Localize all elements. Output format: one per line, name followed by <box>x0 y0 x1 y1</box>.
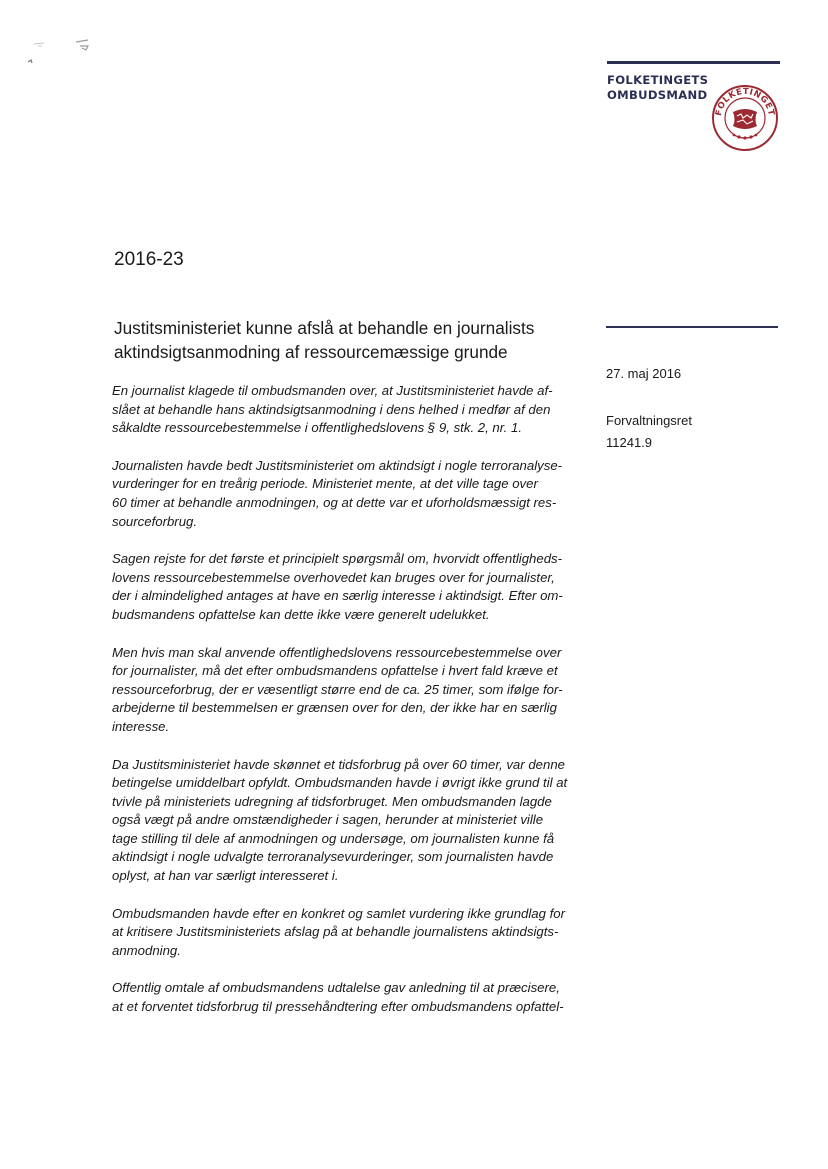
document-metadata <box>606 410 692 454</box>
paragraph-line: Da Justitsministeriet havde skønnet et tidsforbrug på over 60 timer, var denne <box>112 756 565 772</box>
ombudsman-seal-icon <box>711 84 779 152</box>
paragraph-line: Offentlig omtale af ombudsmandens udtalelse gav anledning til at præcisere, <box>112 980 560 996</box>
paragraph-line: tvivle på ministeriets udregning af tidsforbruget. Men ombudsmanden lagde <box>112 793 552 809</box>
sidebar-rule <box>606 326 778 328</box>
headline-line-1: Justitsministeriet kunne afslå at behandle en journalists <box>114 318 535 338</box>
org-name-line-2: OMBUDSMAND <box>607 88 708 102</box>
paragraph-line: lovens ressourcebestemmelse overhovedet kan bruges over for journalister, <box>112 569 555 585</box>
paragraph-line: budsmandens opfattelse kan dette ikke være generelt udelukket. <box>112 606 490 622</box>
paragraph-line: ressourceforbrug, der er væsentligt større end de ca. 25 timer, som ifølge for- <box>112 681 563 697</box>
paragraph-line: sourceforbrug. <box>112 513 198 529</box>
paragraph-line: at et forventet tidsforbrug til pressehåndtering efter ombudsmandens opfattel- <box>112 999 564 1015</box>
summary-paragraph <box>112 457 582 531</box>
paragraph-line: også vægt på andre omstændigheder i sagen, herunder at ministeriet ville <box>112 812 544 828</box>
paragraph-line: Sagen rejste for det første et principielt spørgsmål om, hvorvidt offentligheds- <box>112 551 563 567</box>
summary-paragraph <box>112 382 582 438</box>
paragraph-line: Ombudsmanden havde efter en konkret og samlet vurdering ikke grundlag for <box>112 905 566 921</box>
paragraph-line: 60 timer at behandle anmodningen, og at dette var et uforholdsmæssigt res- <box>112 494 557 510</box>
paragraph-line: slået at behandle hans aktindsigtsanmodning i dens helhed i medfør af den <box>112 401 551 417</box>
summary-paragraph <box>112 550 582 624</box>
summary-paragraph <box>112 979 582 1016</box>
paragraph-line: anmodning. <box>112 942 181 958</box>
seal-text: FOLKETINGET <box>714 86 776 117</box>
paragraph-line: såkaldte ressourcebestemmelse i offentlighedslovens § 9, stk. 2, nr. 1. <box>112 420 522 436</box>
header-rule <box>607 61 780 64</box>
summary-paragraph <box>112 905 582 961</box>
paragraph-line: betingelse umiddelbart opfyldt. Ombudsmanden havde i øvrigt ikke grund til at <box>112 775 568 791</box>
document-date: 27. maj 2016 <box>606 366 682 381</box>
paragraph-line: Men hvis man skal anvende offentlighedslovens ressourcebestemmelse over <box>112 644 562 660</box>
summary-paragraph <box>112 756 582 886</box>
paragraph-line: aktindsigt i nogle udvalgte terroranalysevurderinger, som journalisten havde <box>112 849 554 865</box>
org-name <box>607 73 708 103</box>
org-name-line-1: FOLKETINGETS <box>607 73 709 87</box>
scan-artifact <box>28 34 108 74</box>
paragraph-line: En journalist klagede til ombudsmanden over, at Justitsministeriet havde af- <box>112 383 553 398</box>
classification-number: 11241.9 <box>606 435 653 450</box>
paragraph-line: tage stilling til dele af anmodningen og undersøge, om journalisten kunne få <box>112 830 555 846</box>
headline <box>114 316 584 364</box>
case-number: 2016-23 <box>114 249 184 270</box>
paragraph-line: for journalister, må det efter ombudsmandens opfattelse i hvert fald kræve et <box>112 663 558 679</box>
summary-paragraph <box>112 644 582 737</box>
paragraph-line: vurderinger for en treårig periode. Ministeriet mente, at det ville tage over <box>112 476 538 492</box>
paragraph-line: oplyst, at han var særligt interesseret i. <box>112 868 339 884</box>
summary-body <box>112 382 582 1036</box>
paragraph-line: Journalisten havde bedt Justitsministeriet om aktindsigt i nogle terroranalyse- <box>112 457 563 473</box>
paragraph-line: arbejderne til bestemmelsen er grænsen over for den, der ikke har en særlig <box>112 700 557 716</box>
paragraph-line: der i almindelighed antages at have en særlig interesse i aktindsigt. Efter om- <box>112 588 563 604</box>
paragraph-line: at kritisere Justitsministeriets afslag på at behandle journalistens aktindsigts- <box>112 924 559 940</box>
headline-line-2: aktindsigtsanmodning af ressourcemæssige grunde <box>114 342 508 362</box>
legal-field: Forvaltningsret <box>606 413 692 428</box>
paragraph-line: interesse. <box>112 718 170 734</box>
